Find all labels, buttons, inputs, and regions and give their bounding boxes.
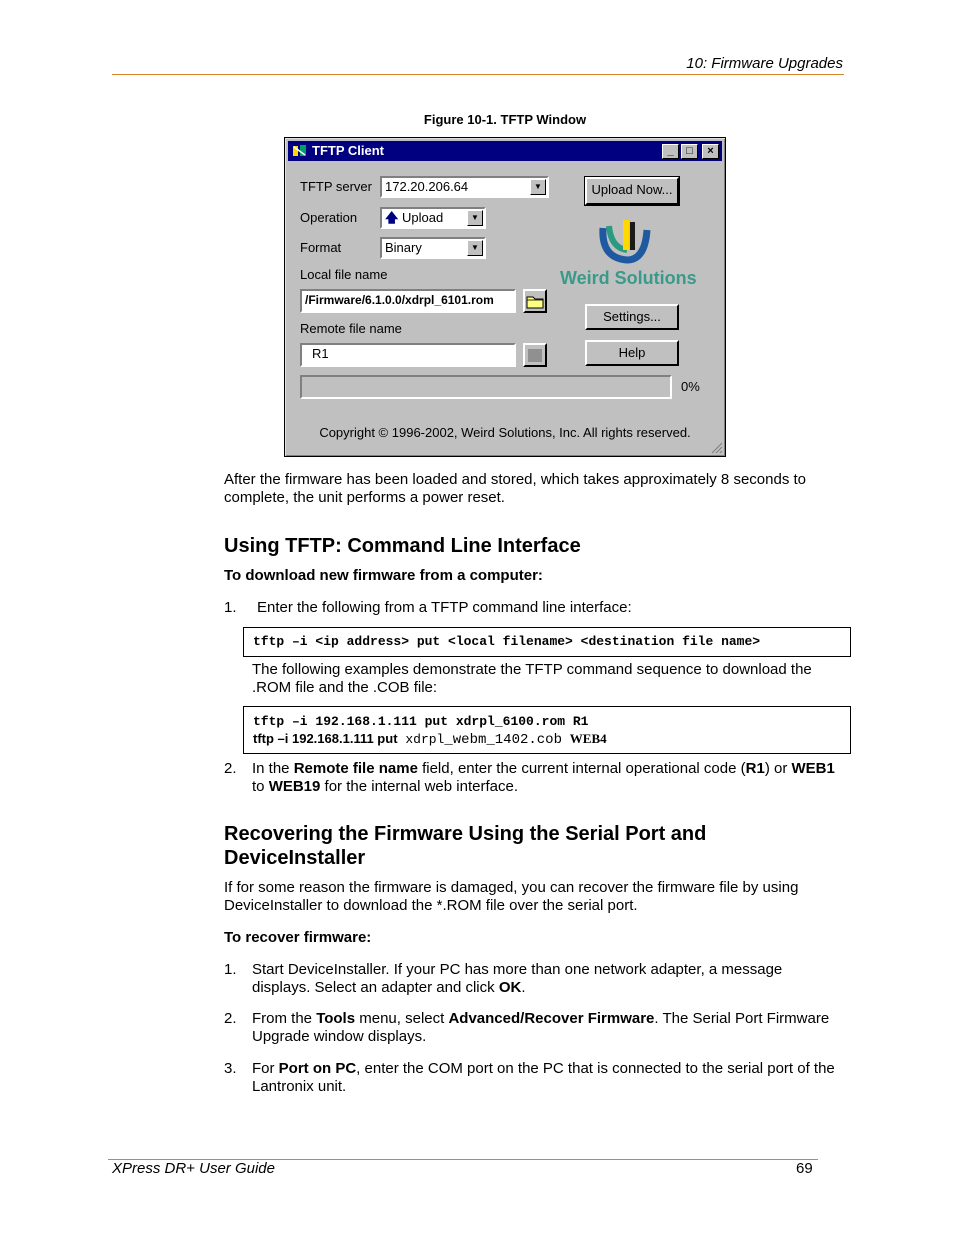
recover-intro: If for some reason the firmware is damaged, you can recover the firmware file by using DeviceInstaller to download the *.ROM file over the serial port.: [224, 879, 799, 914]
recover-step-2: From the Tools menu, select Advanced/Recover Firmware. The Serial Port Firmware Upgrade window displays.: [252, 1010, 830, 1045]
list-number: 1.: [224, 961, 237, 978]
chevron-down-icon[interactable]: ▼: [467, 210, 483, 226]
tftp-server-combo[interactable]: [380, 176, 549, 198]
examples-intro: The following examples demonstrate the TFTP command sequence to download the .ROM file and the .COB file:: [252, 661, 812, 696]
format-select[interactable]: [380, 237, 486, 259]
folder-icon: [525, 291, 545, 311]
remote-file-input[interactable]: R1: [300, 343, 516, 367]
section-heading-recover: Recovering the Firmware Using the Serial Port and DeviceInstaller: [224, 823, 707, 869]
figure-caption: Figure 10-1. TFTP Window: [423, 112, 587, 127]
resize-grip-icon[interactable]: [711, 442, 723, 454]
settings-button[interactable]: Settings...: [585, 304, 679, 330]
subheading-download: To download new firmware from a computer:: [224, 567, 543, 584]
arrow-up-icon: 🡅: [385, 210, 399, 225]
maximize-button[interactable]: □: [681, 144, 698, 159]
section-heading-cli: Using TFTP: Command Line Interface: [224, 535, 581, 557]
chevron-down-icon[interactable]: ▼: [467, 240, 483, 256]
tftp-client-window: [284, 137, 726, 457]
command-syntax: tftp –i <ip address> put <local filename> <destination file name>: [253, 634, 761, 649]
operation-select[interactable]: [380, 207, 486, 229]
weird-solutions-logo-icon: [597, 218, 653, 268]
copyright-text: Copyright © 1996-2002, Weird Solutions, Inc. All rights reserved.: [319, 425, 691, 440]
minimize-button[interactable]: _: [662, 144, 679, 159]
window-title: TFTP Client: [312, 143, 384, 158]
running-header: 10: Firmware Upgrades: [686, 55, 843, 72]
list-number: 3.: [224, 1060, 237, 1077]
weird-solutions-logo-text: Weird Solutions: [560, 268, 697, 288]
remote-file-label: Remote file name: [300, 321, 402, 336]
cli-step-2: In the Remote file name field, enter the current internal operational code (R1) or WEB1 to WEB19 for the internal web interface.: [252, 760, 835, 795]
list-number: 2.: [224, 1010, 237, 1027]
recover-step-1: Start DeviceInstaller. If your PC has more than one network adapter, a message displays. Select an adapter and click OK.: [252, 961, 783, 996]
close-button[interactable]: ×: [702, 144, 719, 159]
operation-value: Upload: [402, 210, 444, 225]
tftp-app-icon: [292, 144, 308, 158]
browse-remote-button[interactable]: [523, 343, 547, 367]
after-figure-paragraph: After the firmware has been loaded and stored, which takes approximately 8 seconds to complete, the unit performs a power reset.: [224, 471, 806, 506]
command-examples-box: [243, 706, 851, 754]
progress-percent: 0%: [681, 379, 700, 394]
footer-title: XPress DR+ User Guide: [112, 1160, 275, 1177]
local-file-label: Local file name: [300, 267, 388, 282]
tftp-server-label: TFTP server: [300, 179, 372, 194]
command-example-1: tftp –i 192.168.1.111 put xdrpl_6100.rom R1: [253, 714, 589, 729]
help-button[interactable]: Help: [585, 340, 679, 366]
window-titlebar[interactable]: [288, 141, 722, 161]
command-syntax-box: [243, 627, 851, 657]
local-file-input[interactable]: /Firmware/6.1.0.0/xdrpl_6101.rom: [300, 289, 516, 313]
disabled-browse-icon: [525, 345, 545, 365]
page-number: 69: [796, 1160, 813, 1177]
browse-local-button[interactable]: [523, 289, 547, 313]
operation-label: Operation: [300, 210, 358, 225]
chevron-down-icon[interactable]: ▼: [530, 179, 546, 195]
cli-step-1: Enter the following from a TFTP command line interface:: [257, 599, 632, 616]
tftp-server-value: 172.20.206.64: [385, 179, 469, 194]
upload-now-button[interactable]: Upload Now...: [585, 177, 679, 205]
header-rule: [112, 74, 844, 75]
format-label: Format: [300, 240, 342, 255]
list-number: 1.: [224, 599, 237, 616]
subheading-recover: To recover firmware:: [224, 929, 372, 946]
recover-step-3: For Port on PC, enter the COM port on the PC that is connected to the serial port of the Lantronix unit.: [252, 1060, 835, 1095]
format-value: Binary: [385, 240, 422, 255]
list-number: 2.: [224, 760, 237, 777]
progress-bar: [300, 375, 672, 399]
command-example-2: tftp –i 192.168.1.111 put xdrpl_webm_1402.cob WEB4: [253, 731, 607, 748]
